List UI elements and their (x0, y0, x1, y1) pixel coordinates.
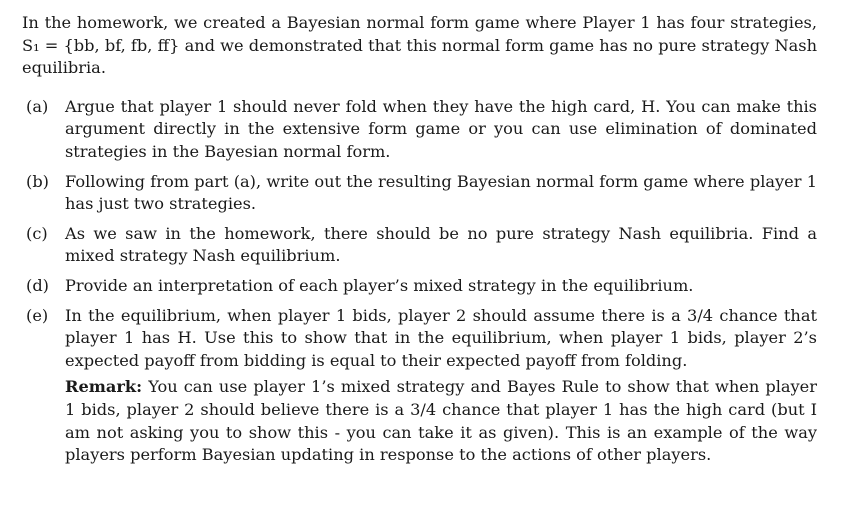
item-text: Following from part (a), write out the resulting Bayesian normal form game where player 1 has just two strategies. (65, 171, 817, 214)
question-item-c (22, 223, 817, 268)
remark-paragraph (65, 376, 817, 466)
remark-heading: Remark: (65, 377, 143, 397)
item-label: (e) (26, 305, 49, 325)
question-item-b (22, 171, 817, 216)
item-label: (d) (26, 275, 49, 295)
item-text: Argue that player 1 should never fold when they have the high card, H. You can make this argument directly in the extensive form game or you can use elimination of dominated strategies in the Bayesian normal form. (65, 96, 817, 161)
item-label: (c) (26, 223, 48, 243)
question-list (22, 96, 817, 467)
intro-paragraph: In the homework, we created a Bayesian normal form game where Player 1 has four strategies, S₁ = {bb, bf, fb, ff} and we demonstrated that this normal form game has no pure strategy Nash equilibria. (22, 13, 817, 78)
question-item-d (22, 275, 817, 298)
question-item-e (22, 305, 817, 467)
item-label: (a) (26, 96, 49, 116)
question-item-a (22, 96, 817, 164)
document-page (22, 12, 817, 474)
item-label: (b) (26, 171, 49, 191)
item-text: As we saw in the homework, there should be no pure strategy Nash equilibria. Find a mixed strategy Nash equilibrium. (65, 223, 817, 266)
remark-text: You can use player 1’s mixed strategy and Bayes Rule to show that when player 1 bids, player 2 should believe there is a 3/4 chance that player 1 has the high card (but I am not asking you to show this - you can take it as given). This is an example of the way players perform Bayesian updating in response to the actions of other players. (65, 377, 817, 465)
item-text: Provide an interpretation of each player’s mixed strategy in the equilibrium. (65, 275, 694, 295)
item-text: In the equilibrium, when player 1 bids, player 2 should assume there is a 3/4 chance that player 1 has H. Use this to show that in the equilibrium, when player 1 bids, player 2’s expected payoff from bidding is equal to their expected payoff from folding. (65, 305, 817, 370)
